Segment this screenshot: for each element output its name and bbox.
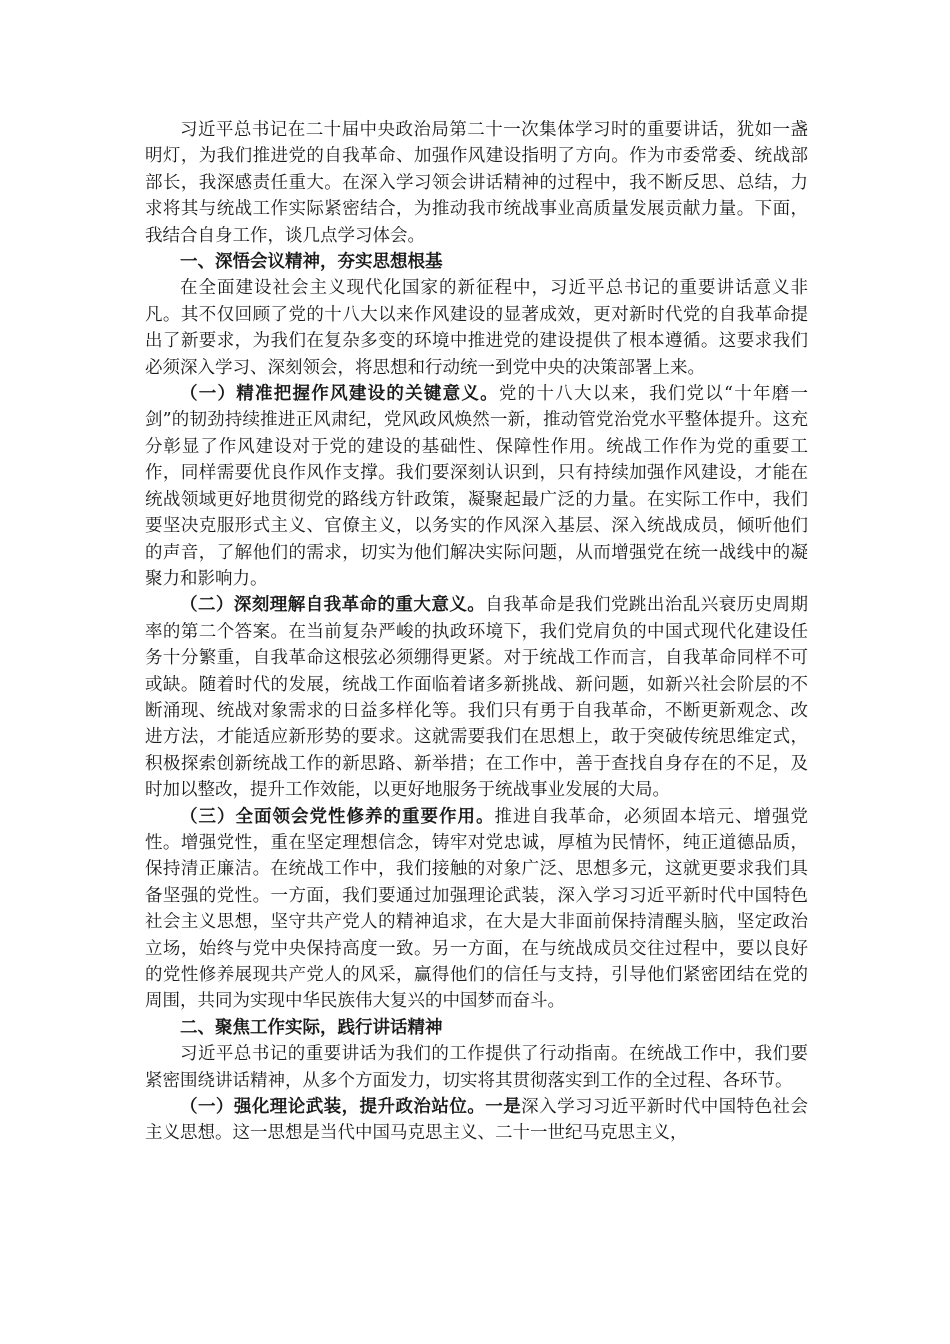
point-body: 党的十八大以来，我们党以“十年磨一剑”的韧劲持续推进正风肃纪，党风政风焕然一新，推动管党治党水平整体提升。这充分彰显了作风建设对于党的建设的基础性、保障性作用。统战工作作为党的重要工作，同样需要优良作风作支撑。我们要深刻认识到，只有持续加强作风建设，才能在统战领域更好地贯彻党的路线方针政策，凝聚起最广泛的力量。在实际工作中，我们要坚决克服形式主义、官僚主义，以务实的作风深入基层、深入统战成员，倾听他们的声音，了解他们的需求，切实为他们解决实际问题，从而增强党在统一战线中的凝聚力和影响力。 xyxy=(145,384,808,589)
section-2-point-1 xyxy=(145,1094,808,1147)
section-1-point-2 xyxy=(145,592,808,803)
section-1-heading: 一、深悟会议精神，夯实思想根基 xyxy=(180,252,443,273)
point-lead: （一）精准把握作风建设的关键意义。 xyxy=(180,384,499,405)
intro-paragraph: 习近平总书记在二十届中央政治局第二十一次集体学习时的重要讲话，犹如一盏明灯，为我们推进党的自我革命、加强作风建设指明了方向。作为市委常委、统战部部长，我深感责任重大。在深入学习领会讲话精神的过程中，我不断反思、总结，力求将其与统战工作实际紧密结合，为推动我市统战事业高质量发展贡献力量。下面，我结合自身工作，谈几点学习体会。 xyxy=(145,120,808,246)
section-1-point-1 xyxy=(145,381,808,592)
point-body: 自我革命是我们党跳出治乱兴衰历史周期率的第二个答案。在当前复杂严峻的执政环境下，我们党肩负的中国式现代化建设任务十分繁重，自我革命这根弦必须绷得更紧。对于统战工作而言，自我革命同样不可或缺。随着时代的发展，统战工作面临着诸多新挑战、新问题，如新兴社会阶层的不断涌现、统战对象需求的日益多样化等。我们只有勇于自我革命，不断更新观念、改进方法，才能适应新形势的要求。这就需要我们在思想上，敢于突破传统思维定式，积极探索创新统战工作的新思路、新举措；在工作中，善于查找自身存在的不足，及时加以整改，提升工作效能，以更好地服务于统战事业发展的大局。 xyxy=(145,595,808,801)
document-page xyxy=(145,117,808,1147)
section-2-heading: 二、聚焦工作实际，践行讲话精神 xyxy=(180,1017,443,1038)
point-body: 推进自我革命，必须固本培元、增强党性。增强党性，重在坚定理想信念，铸牢对党忠诚，厚植为民情怀，纯正道德品质，保持清正廉洁。在统战工作中，我们接触的对象广泛、思想多元，这就更要求我们具备坚强的党性。一方面，我们要通过加强理论武装，深入学习习近平新时代中国特色社会主义思想，坚守共产党人的精神追求，在大是大非面前保持清醒头脑，坚定政治立场，始终与党中央保持高度一致。另一方面，在与统战成员交往过程中，要以良好的党性修养展现共产党人的风采，赢得他们的信任与支持，引导他们紧密团结在党的周围，共同为实现中华民族伟大复兴的中国梦而奋斗。 xyxy=(145,806,808,1012)
point-lead: （二）深刻理解自我革命的重大意义。 xyxy=(180,595,486,616)
section-2-intro: 习近平总书记的重要讲话为我们的工作提供了行动指南。在统战工作中，我们要紧密围绕讲话精神，从多个方面发力，切实将其贯彻落实到工作的全过程、各环节。 xyxy=(145,1044,808,1091)
point-lead: （一）强化理论武装，提升政治站位。一是 xyxy=(180,1097,522,1118)
point-body: 深入学习习近平新时代中国特色社会主义思想。这一思想是当代中国马克思主义、二十一世纪马克思主义， xyxy=(145,1097,809,1144)
section-1-point-3 xyxy=(145,804,808,1015)
point-lead: （三）全面领会党性修养的重要作用。 xyxy=(180,806,495,827)
section-1-intro: 在全面建设社会主义现代化国家的新征程中，习近平总书记的重要讲话意义非凡。其不仅回顾了党的十八大以来作风建设的显著成效，更对新时代党的自我革命提出了新要求，为我们在复杂多变的环境中推进党的建设提供了根本遵循。这要求我们必须深入学习、深刻领会，将思想和行动统一到党中央的决策部署上来。 xyxy=(145,278,808,378)
